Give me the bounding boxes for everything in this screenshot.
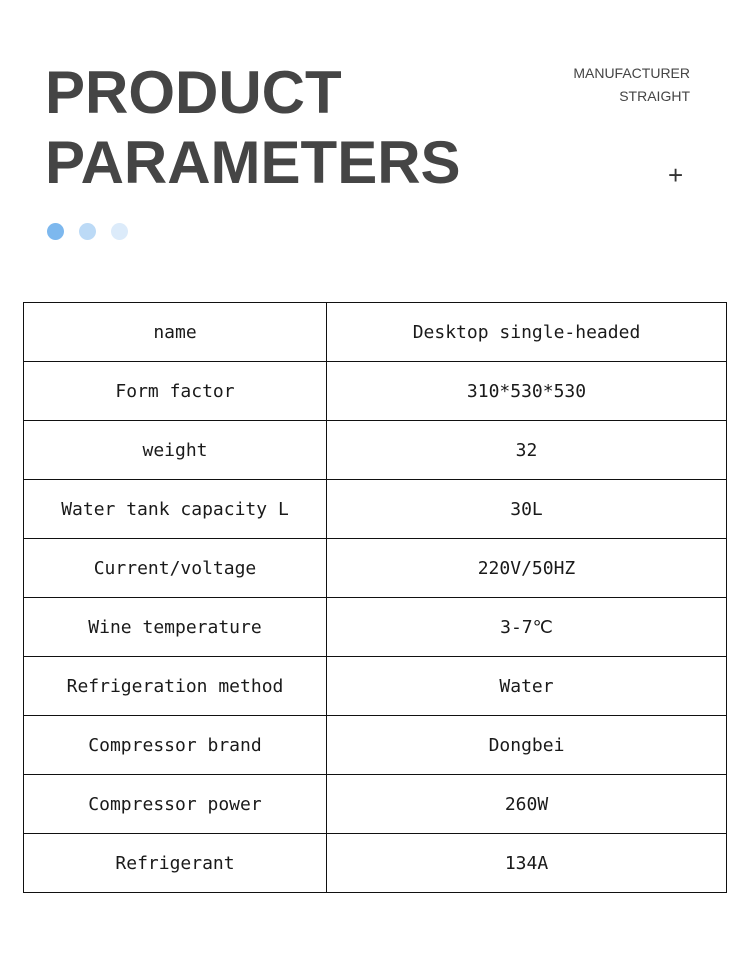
table-row bbox=[24, 362, 727, 421]
row-label: Form factor bbox=[24, 362, 327, 421]
row-label: Refrigeration method bbox=[24, 657, 327, 716]
page-title bbox=[45, 58, 461, 198]
decorative-dots bbox=[47, 223, 128, 240]
row-label: Refrigerant bbox=[24, 834, 327, 893]
dot-1 bbox=[47, 223, 64, 240]
table-row bbox=[24, 539, 727, 598]
dot-2 bbox=[79, 223, 96, 240]
plus-icon: + bbox=[668, 160, 684, 190]
table-row bbox=[24, 775, 727, 834]
parameters-table bbox=[23, 302, 727, 893]
row-label: Water tank capacity L bbox=[24, 480, 327, 539]
row-value: 32 bbox=[327, 421, 727, 480]
table-row bbox=[24, 716, 727, 775]
row-value: 3-7℃ bbox=[327, 598, 727, 657]
table-row bbox=[24, 657, 727, 716]
row-value: Water bbox=[327, 657, 727, 716]
title-line-product: PRODUCT bbox=[45, 59, 342, 126]
dot-3 bbox=[111, 223, 128, 240]
row-value: 310*530*530 bbox=[327, 362, 727, 421]
row-label: name bbox=[24, 303, 327, 362]
row-value: 220V/50HZ bbox=[327, 539, 727, 598]
row-label: weight bbox=[24, 421, 327, 480]
table-row bbox=[24, 480, 727, 539]
row-value: 260W bbox=[327, 775, 727, 834]
row-label: Compressor brand bbox=[24, 716, 327, 775]
table-row bbox=[24, 303, 727, 362]
tagline-line-straight: STRAIGHT bbox=[619, 88, 690, 104]
row-label: Current/voltage bbox=[24, 539, 327, 598]
tagline-line-manufacturer: MANUFACTURER bbox=[573, 65, 690, 81]
table-row bbox=[24, 421, 727, 480]
row-value: Dongbei bbox=[327, 716, 727, 775]
title-line-parameters: PARAMETERS bbox=[45, 129, 461, 196]
row-value: 30L bbox=[327, 480, 727, 539]
table-row bbox=[24, 834, 727, 893]
row-value: 134A bbox=[327, 834, 727, 893]
table-row bbox=[24, 598, 727, 657]
row-label: Wine temperature bbox=[24, 598, 327, 657]
row-label: Compressor power bbox=[24, 775, 327, 834]
manufacturer-tagline bbox=[573, 62, 690, 108]
row-value: Desktop single-headed bbox=[327, 303, 727, 362]
